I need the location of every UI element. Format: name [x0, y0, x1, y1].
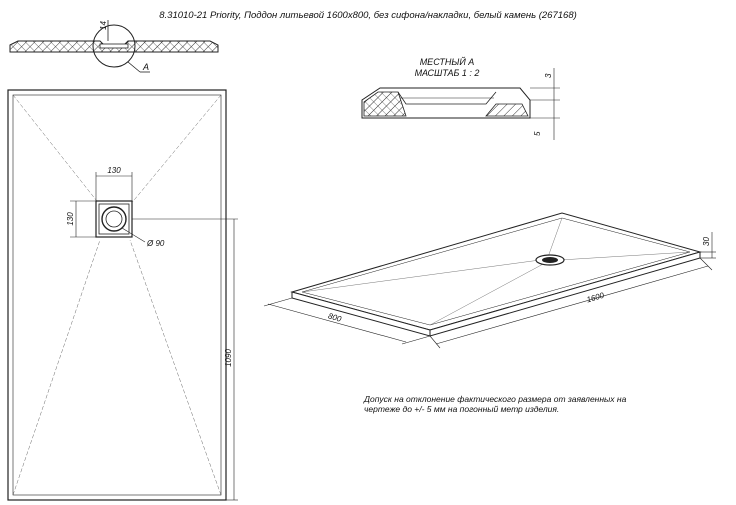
iso-length-ext-b — [700, 258, 712, 270]
iso-width-ext-b — [402, 336, 430, 344]
detail-dim-bottom-label: 5 — [533, 131, 542, 136]
detail-heading-1: МЕСТНЫЙ А — [419, 57, 475, 67]
tolerance-note-line1: Допуск на отклонение фактического размера от заявленных на — [364, 394, 627, 404]
drawing-title: 8.31010-21 Priority, Поддон литьевой 1600х800, без сифона/накладки, белый камень (267168) — [159, 10, 577, 21]
drain-width-label: 130 — [107, 166, 121, 175]
section-thickness-label: 14 — [99, 21, 108, 30]
plan-outer — [8, 90, 226, 500]
iso-drain-inner — [542, 257, 558, 263]
plan-view — [8, 90, 238, 500]
length-label: 1090 — [224, 349, 233, 367]
iso-view — [264, 213, 716, 348]
iso-height-label: 30 — [702, 237, 711, 246]
iso-length-ext-a — [430, 336, 440, 348]
callout-leader — [128, 62, 140, 72]
iso-width-ext-a — [264, 298, 292, 306]
detail-heading-2: МАСШТАБ 1 : 2 — [414, 68, 480, 78]
iso-length-label: 1600 — [585, 290, 606, 305]
iso-width-label: 800 — [327, 311, 343, 324]
tolerance-note-line2: чертеже до +/- 5 мм на погонный метр изделия. — [364, 404, 560, 414]
section-view — [10, 20, 218, 72]
section-drain-slot — [100, 44, 128, 48]
drain-diameter-label: Ø 90 — [147, 239, 165, 248]
detail-view — [362, 56, 560, 140]
detail-dim-top-label: 3 — [544, 73, 553, 78]
drain-height-label: 130 — [66, 212, 75, 226]
callout-letter: А — [143, 62, 150, 72]
